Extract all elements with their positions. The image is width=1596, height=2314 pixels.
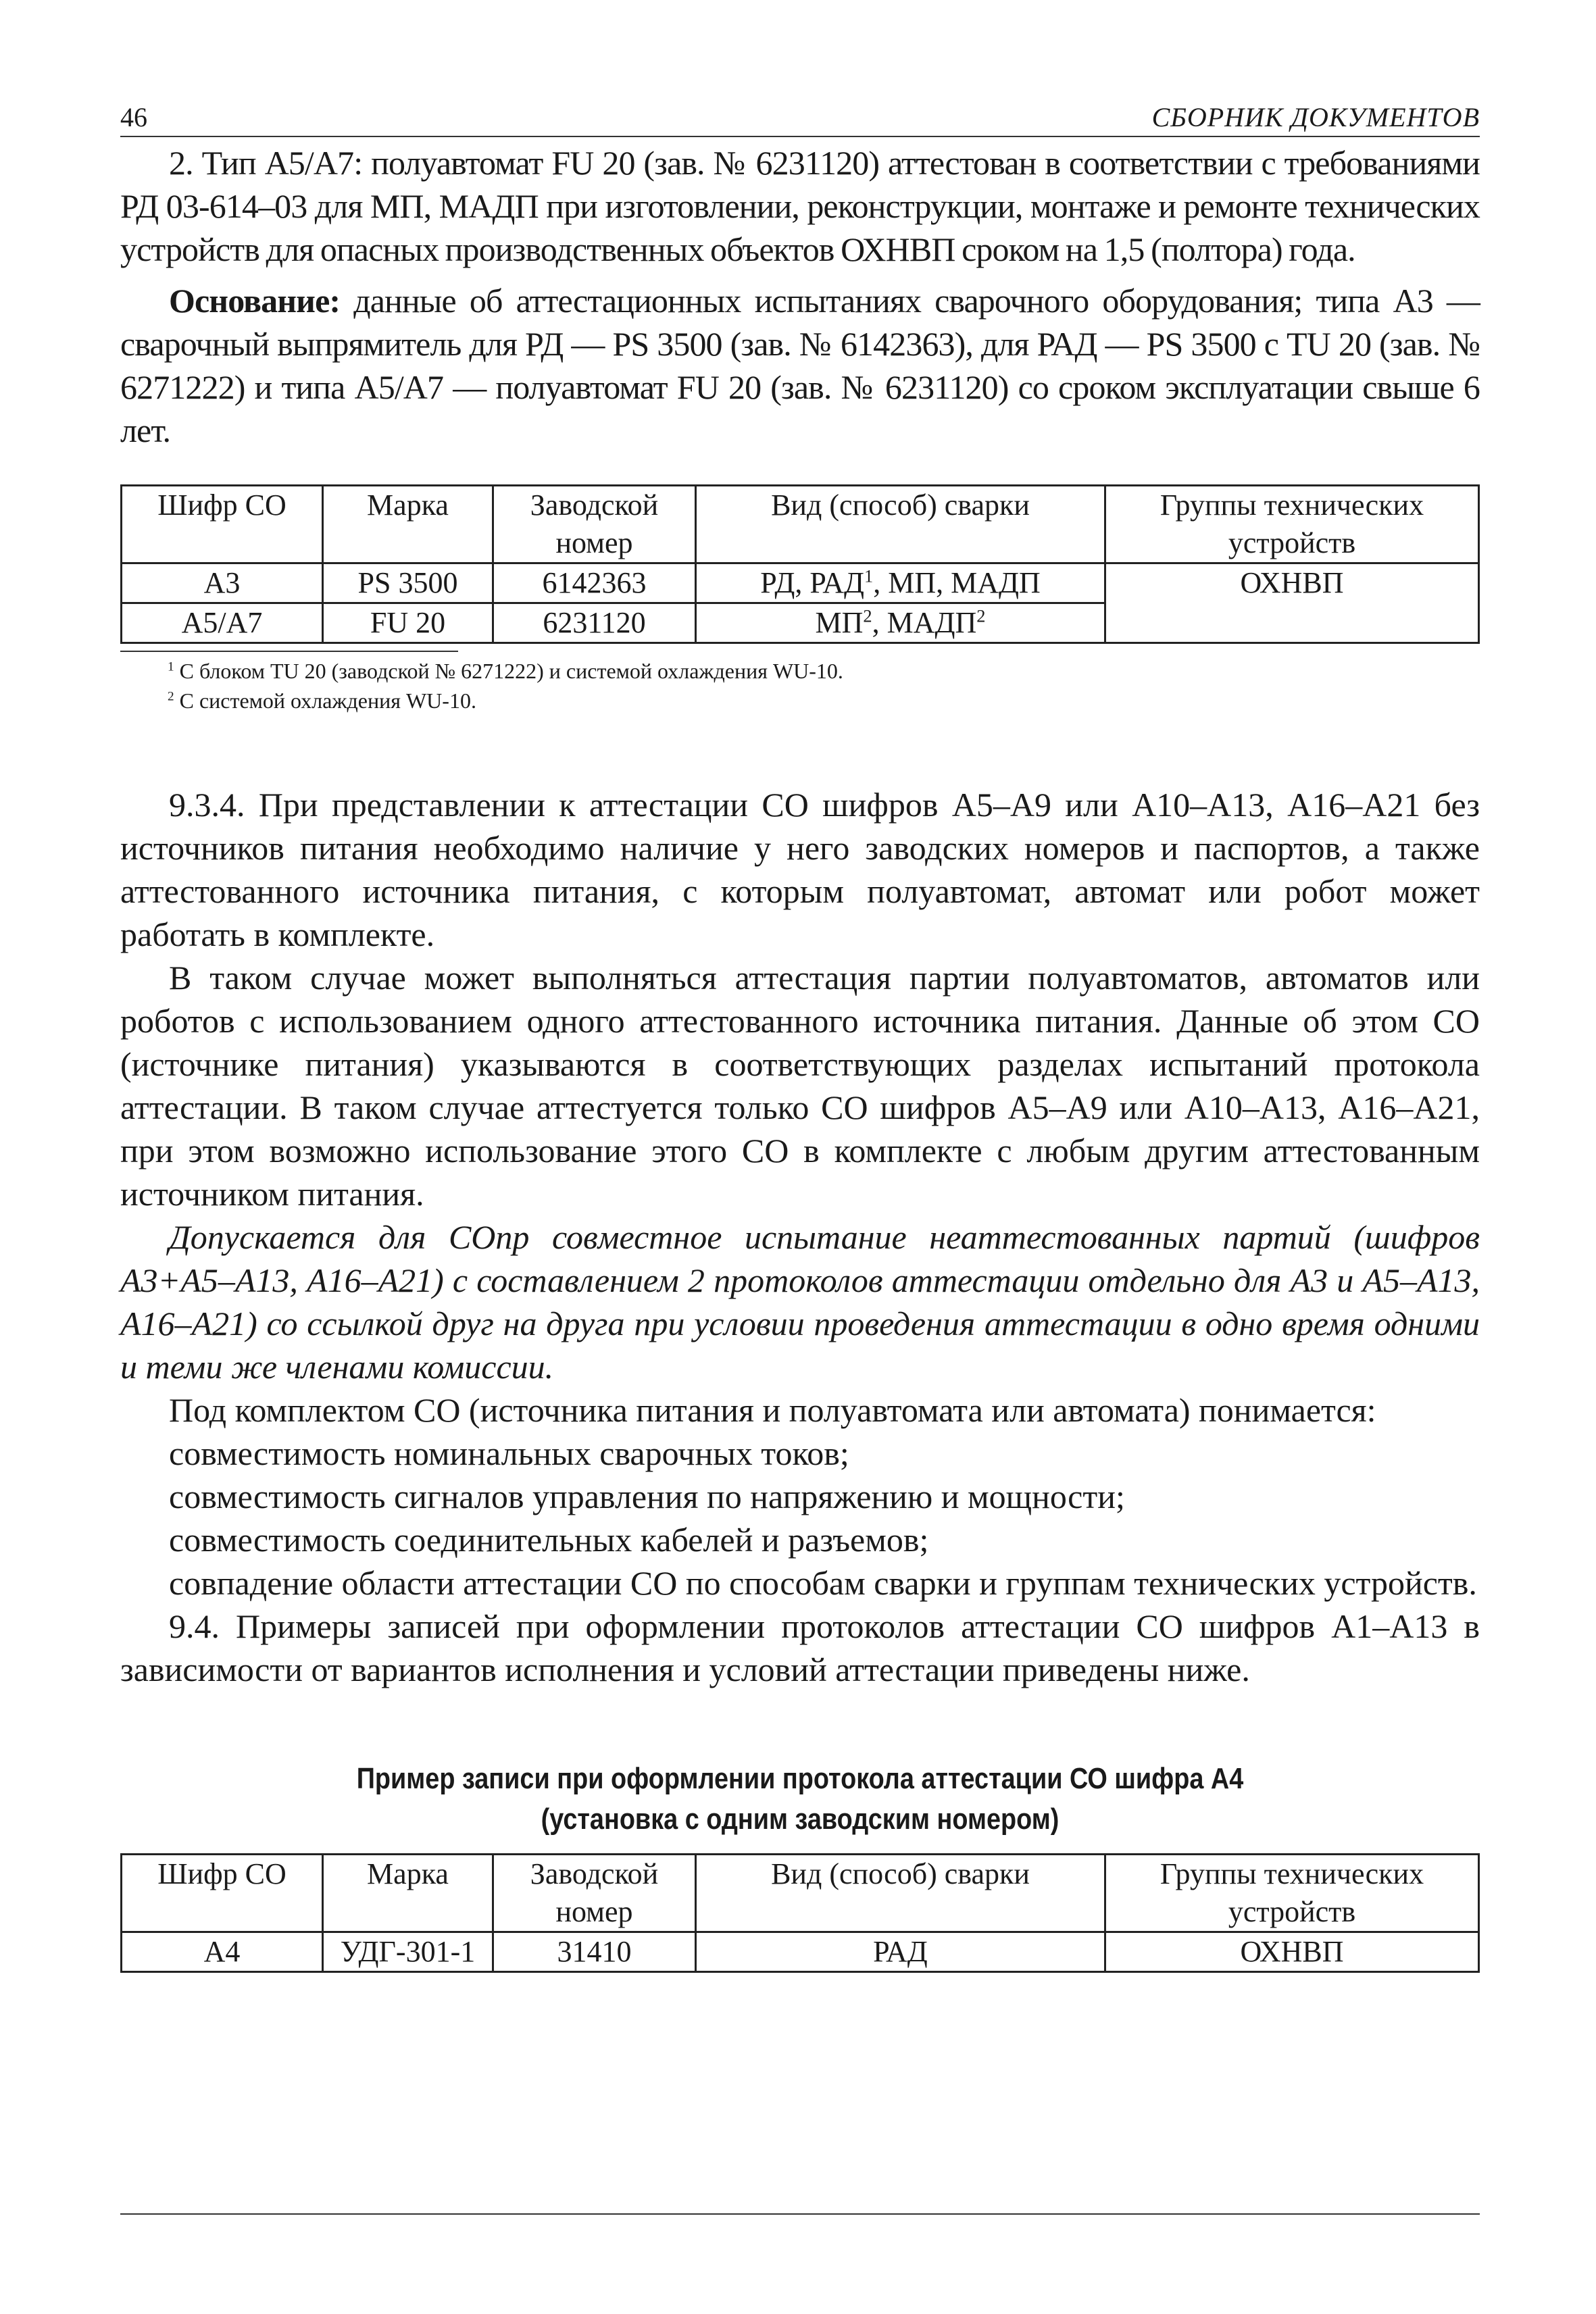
header-welding-method: Вид (способ) сварки [696, 486, 1105, 563]
header-serial-number: Заводской номер [493, 1855, 696, 1932]
footnote-2: $^2$ С системой охлаждения WU-10. [168, 688, 476, 713]
list-item: совместимость сигналов управления по напряжению и мощности; [169, 1478, 1125, 1515]
cell-welding-method: $МП^2$, МАДП$^2$ [696, 603, 1105, 643]
table-header-row [122, 1855, 1479, 1932]
cell-brand: PS 3500 [323, 563, 493, 603]
cell-serial-number: 31410 [493, 1932, 696, 1972]
basis-text: данные об аттестационных испытаниях сварочного оборудования; типа А3 — сварочный выпрямитель для РД — PS 3500 (зав. № 6142363), для РАД — PS 3500 с TU 20 (зав. № 6271222) и типа А5/А7 — полуавтомат FU 20 (зав. № 6231120) со сроком эксплуатации свыше 6 лет. [120, 282, 1480, 449]
cell-code: А3 [122, 563, 323, 603]
header-code: Шифр СО [122, 1855, 323, 1932]
footnote-divider [120, 651, 458, 652]
footnote-1: $^1$ С блоком TU 20 (заводской № 6271222) и системой охлаждения WU-10. [168, 659, 843, 683]
cell-serial-number: 6142363 [493, 563, 696, 603]
header-device-groups: Группы технических устройств [1105, 486, 1479, 563]
page-number: 46 [120, 102, 147, 132]
table-row [122, 563, 1479, 603]
certification-table-2 [120, 1853, 1480, 1973]
section-9-4-paragraph: 9.4. Примеры записей при оформлении протоколов аттестации СО шифров А1–А13 в зависимости от вариантов исполнения и условий аттестации приведены ниже. [120, 1607, 1480, 1688]
permission-paragraph: Допускается для СОпр совместное испытание неаттестованных партий (шифров А3+А5–А13, А16–А21) с составлением 2 протоколов аттестации отдельно для А3 и А5–А13, А16–А21) со ссылкой друг на друга при условии проведения аттестации в одно время одними и теми же членами комиссии. [120, 1218, 1480, 1386]
cell-welding-method: РД, РАД$^1$, МП, МАДП [696, 563, 1105, 603]
basis-label: Основание: [169, 282, 341, 320]
document-page [120, 101, 1480, 1973]
section-9-3-4-paragraph: 9.3.4. При представлении к аттестации СО шифров А5–А9 или А10–А13, А16–А21 без источников питания необходимо наличие у него заводских номеров и паспортов, а также аттестованного источника питания, с которым полуавтомат, автомат или робот может работать в комплекте. [120, 786, 1480, 953]
footnote-ref: 1 [864, 565, 874, 586]
case-paragraph: В таком случае может выполняться аттестация партии полуавтоматов, автоматов или роботов с использованием одного аттестованного источника питания. Данные об этом СО (источнике питания) указываются в соответствующих разделах испытаний протокола аттестации. В таком случае аттестуется только СО шифров А5–А9 или А10–А13, А16–А21, при этом возможно использование этого СО в комплекте с любым другим аттестованным источником питания. [120, 959, 1480, 1213]
cell-serial-number: 6231120 [493, 603, 696, 643]
certification-table-1 [120, 484, 1480, 644]
table-header-row [122, 486, 1479, 563]
header-device-groups: Группы технических устройств [1105, 1855, 1479, 1932]
header-code: Шифр СО [122, 486, 323, 563]
header-welding-method: Вид (способ) сварки [696, 1855, 1105, 1932]
collection-title: СБОРНИК ДОКУМЕНТОВ [1151, 102, 1480, 132]
example-title-line-1: Пример записи при оформлении протокола аттестации СО шифра А4 [356, 1762, 1244, 1795]
list-item: совместимость номинальных сварочных токов; [169, 1434, 849, 1472]
table-row [122, 1932, 1479, 1972]
footer-divider [120, 2213, 1480, 2215]
cell-code: А5/А7 [122, 603, 323, 643]
footnotes [120, 651, 1480, 715]
cell-brand: УДГ-301-1 [323, 1932, 493, 1972]
example-title [120, 1759, 1480, 1840]
kit-definition-paragraph: Под комплектом СО (источника питания и полуавтомата или автомата) понимается: [169, 1391, 1376, 1429]
cell-device-groups: ОХНВП [1105, 563, 1479, 643]
header-brand: Марка [323, 1855, 493, 1932]
cell-welding-method: РАД [696, 1932, 1105, 1972]
running-header [120, 101, 1480, 137]
list-item: совпадение области аттестации СО по способам сварки и группам технических устройств. [169, 1564, 1477, 1602]
list-item: совместимость соединительных кабелей и разъемов; [169, 1521, 929, 1559]
footnote-ref: 2 [863, 605, 872, 626]
cell-brand: FU 20 [323, 603, 493, 643]
example-title-line-2: (установка с одним заводским номером) [541, 1803, 1059, 1836]
header-brand: Марка [323, 486, 493, 563]
footnote-ref: 2 [976, 605, 986, 626]
header-serial-number: Заводской номер [493, 486, 696, 563]
cell-device-groups: ОХНВП [1105, 1932, 1479, 1972]
basis-paragraph [120, 279, 1480, 452]
item-2-paragraph: 2. Тип А5/А7: полуавтомат FU 20 (зав. № 6231120) аттестован в соответствии с требованиями РД 03-614–03 для МП, МАДП при изготовлении, реконструкции, монтаже и ремонте технических устройств для опасных производственных объектов ОХНВП сроком на 1,5 (полтора) года. [120, 144, 1480, 268]
cell-code: А4 [122, 1932, 323, 1972]
